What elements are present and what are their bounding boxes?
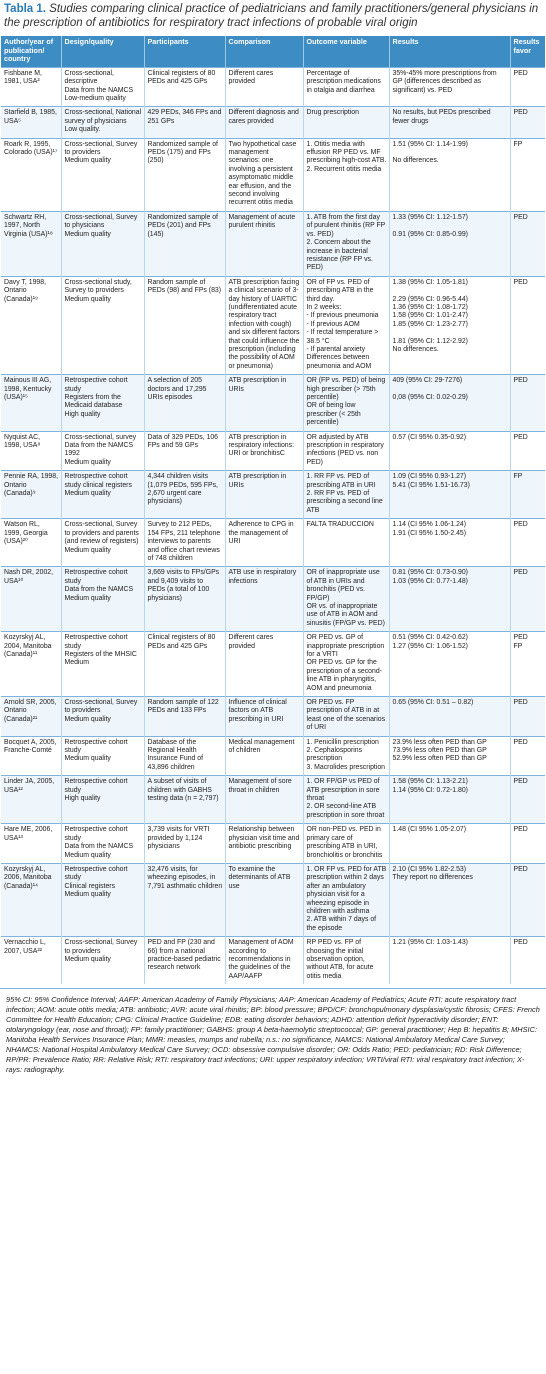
table-cell: Management of acute purulent rhinitis [225,211,303,276]
table-cell: RP PED vs. FP of choosing the initial observation option, without ATB, for acute otitis media [303,937,389,985]
table-cell: PED [510,824,545,864]
table-cell: 1. Otitis media with effusion RP PED vs. MF prescribing high-cost ATB. 2. Recurrent otitis media [303,138,389,211]
table-cell: 1.38 (95% CI: 1.05-1.81) 2.29 (95% CI: 0.96-5.44) 1.36 (95% CI: 1.08-1.72) 1.58 (95% CI: 1.01-2.47) 1.85 (95% CI: 1.23-2.77) 1.81 (95% CI: 1.12-2.92) No differences. [389,276,510,374]
table-cell: Different cares provided [225,632,303,697]
table-cell: 1. RR FP vs. PED of prescribing ATB in URI 2. RR FP vs. PED of prescribing a second line ATB [303,471,389,519]
table-cell: 35%-45% more prescriptions from GP (differences described as significant) vs. PED [389,67,510,107]
table-cell: 409 (95% CI: 29-7276) 0,08 (95% CI: 0.02-0.29) [389,375,510,431]
table-cell: Davy T, 1998, Ontario (Canada)¹⁹ [1,276,61,374]
table-cell: 1. OR FP/GP vs PED of ATB prescription in sore throat 2. OR second-line ATB prescription in sore throat [303,776,389,824]
table-row [1,632,545,697]
table-cell: Relationship between physician visit time and antibiotic prescribing [225,824,303,864]
table-cell: Management of sore throat in children [225,776,303,824]
table-row [1,519,545,567]
table-cell: Randomized sample of PEDs (201) and FPs (145) [144,211,225,276]
table-cell: Retrospective cohort study Clinical registers Medium quality [61,863,144,936]
table-cell: PED [510,107,545,138]
table-cell: Drug prescription [303,107,389,138]
table-cell: 0.65 (95% CI: 0.51 – 0.82) [389,697,510,737]
table-cell: PED [510,67,545,107]
table-cell: Retrospective cohort study clinical registers Medium quality [61,471,144,519]
table-cell: PED [510,519,545,567]
table-cell: Fishbane M, 1981, USA² [1,67,61,107]
table-cell: PED [510,567,545,632]
table-cell: FP [510,138,545,211]
table-cell: 0.57 (CI 95% 0.35-0.92) [389,431,510,471]
table-cell: Cross-sectional, descriptive Data from the NAMCS Low-medium quality [61,67,144,107]
table-cell: Cross-sectional, Survey to providers Medium quality [61,937,144,985]
table-cell: 1.51 (95% CI: 1.14-1.99) No differences. [389,138,510,211]
column-header: Results favor [510,36,545,67]
table-cell: Influence of clinical factors on ATB prescribing in URI [225,697,303,737]
table-cell: Nyquist AC, 1998, USA⁸ [1,431,61,471]
column-header: Participants [144,36,225,67]
column-header: Results [389,36,510,67]
table-cell: Survey to 212 PEDs, 154 FPs, 211 telephone interviews to parents and office chart reviews of 748 children [144,519,225,567]
table-cell: 1. OR FP vs. PED for ATB prescription within 2 days after an ambulatory physician visit for a wheezing episode in children with asthma 2. ATB within 7 days of the episode [303,863,389,936]
table-cell: PED [510,431,545,471]
table-cell: To examine the determinants of ATB use [225,863,303,936]
table-cell: Database of the Regional Health Insurance Fund of 43,896 children [144,736,225,776]
table-cell: Arnold SR, 2005, Ontario (Canada)²¹ [1,697,61,737]
studies-table [1,36,545,984]
column-header: Outcome variable [303,36,389,67]
table-row [1,567,545,632]
table-cell: Different diagnosis and cares provided [225,107,303,138]
table-cell: Retrospective cohort study Registers of the MHSIC Medium [61,632,144,697]
table-cell: Randomized sample of PEDs (175) and FPs (250) [144,138,225,211]
table-cell: 4,344 children visits (1,079 PEDs, 595 FPs, 2,670 urgent care physicians) [144,471,225,519]
table-cell: Management of AOM according to recommendations in the guidelines of the AAP/AAFP [225,937,303,985]
table-row [1,375,545,431]
table-cell: Random sample of 122 PEDs and 133 FPs [144,697,225,737]
table-cell: 0.81 (95% CI: 0.73-0.90) 1.03 (95% CI: 0.77-1.48) [389,567,510,632]
table-cell: Retrospective cohort study Data from the NAMCS Medium quality [61,824,144,864]
column-header: Author/year of publication/ country [1,36,61,67]
table-cell: PED and FP (230 and 66) from a national practice-based pediatric research network [144,937,225,985]
table-cell: Cross-sectional, Survey to providers and parents (and review of registers) Medium quality [61,519,144,567]
table-cell: Pennie RA, 1998, Ontario (Canada)⁹ [1,471,61,519]
table-cell: Nash DR, 2002, USA¹⁰ [1,567,61,632]
table-cell: Bocquet A, 2005, Franche-Comté [1,736,61,776]
table-cell: 3,739 visits for VRTI provided by 1,124 physicians [144,824,225,864]
table-cell: Vernacchio L, 2007, USA²² [1,937,61,985]
table-cell: Schwartz RH, 1997, North Virginia (USA)¹⁸ [1,211,61,276]
table-row [1,67,545,107]
table-cell: Cross-sectional, Survey to providers Medium quality [61,697,144,737]
table-cell: 23.9% less often PED than GP 73.9% less often PED than GP 52.9% less often PED than GP [389,736,510,776]
table-row [1,431,545,471]
table-cell: 1.14 (CI 95% 1.06-1.24) 1.91 (CI 95% 1.50-2.45) [389,519,510,567]
table-cell: 1. Penicillin prescription 2. Cephalosporins prescription 3. Macrolides prescription [303,736,389,776]
table-cell: PED [510,863,545,936]
table-cell: 1.33 (95% CI: 1.12-1.57) 0.91 (95% CI: 0.85-0.99) [389,211,510,276]
table-row [1,276,545,374]
table-cell: PED [510,736,545,776]
table-cell: A selection of 205 doctors and 17,295 URIs episodes [144,375,225,431]
table-cell: OR of inappropriate use of ATB in URIs and bronchitis (PED vs. FP/GP) OR vs. of inappropriate use of ATB in AOM and sinusitis (FP/GP vs. PED) [303,567,389,632]
column-header: Comparison [225,36,303,67]
table-cell: Kozyrskyj AL, 2006, Manitoba (Canada)¹⁴ [1,863,61,936]
table-cell: 32,476 visits, for wheezing episodes, in 7,791 asthmatic children [144,863,225,936]
table-body [1,67,545,984]
table-cell: 1. ATB from the first day of purulent rhinitis (RP FP vs. PED) 2. Concern about the increase in bacterial resistance (RP FP vs. PED) [303,211,389,276]
table-cell: FALTA TRADUCCION [303,519,389,567]
table-title: Studies comparing clinical practice of pediatricians and family practitioners/general physicians in the prescription of antibiotics for respiratory tract infections of probable viral origin [4,3,539,29]
table-cell: Cross-sectional, Survey to providers Medium quality [61,138,144,211]
table-cell: PED FP [510,632,545,697]
table-cell: ATB prescription facing a clinical scenario of 3-day history of UARTIC (undifferentiated acute respiratory tract infection with cough) and six different factors that could influence the prescription (including the possibility of AOM or pneumonia) [225,276,303,374]
table-cell: 429 PEDs, 346 FPs and 251 GPs [144,107,225,138]
table-row [1,776,545,824]
table-cell: FP [510,471,545,519]
table-row [1,211,545,276]
table-cell: OR PED vs. GP of inappropriate prescription for a VRTI OR PED vs. GP for the prescription of a second-line ATB in pharyngitis, AOM and pneumonia [303,632,389,697]
table-row [1,107,545,138]
table-cell: PED [510,375,545,431]
table-cell: Retrospective cohort study High quality [61,776,144,824]
table-cell: Cross-sectional, survey Data from the NAMCS 1992 Medium quality [61,431,144,471]
table-row [1,471,545,519]
table-cell: Medical management of children [225,736,303,776]
table-row [1,937,545,985]
table-cell: OR (FP vs. PED) of being high prescriber (> 75th percentile) OR of being low prescriber (< 25th percentile) [303,375,389,431]
table-cell: 1.21 (95% CI: 1.03-1.43) [389,937,510,985]
table-row [1,863,545,936]
table-label: Tabla 1. [4,3,46,15]
table-cell: Data of 329 PEDs, 106 FPs and 59 GPs [144,431,225,471]
table-cell: Cross-sectional study, Survey to providers Medium quality [61,276,144,374]
table-cell: Starfield B, 1985, USA⁵ [1,107,61,138]
table-cell: PED [510,776,545,824]
table-footnote: 95% CI: 95% Confidence Interval; AAFP: American Academy of Family Physicians; AAP: American Academy of Pediatrics; Acute RTI: acute respiratory tract infection; AOM: acute otitis media; ATB: antibiotic; AVR: acute viral rhinitis; BP: blood pressure; BPD/CF: bronchopulmonary dysplasia/cystic fibrosis; CFES: French Committee for Health Education; CPG: Clinical Practice Guideline; EDB: eating disorder behaviors; ADHD: attention deficit hyperactivity disorder; ENT: otolaryngology (ear, nose and throat); FP: family practitioner; GABHS: group A beta-haemolytic streptococcal; GP: general practitioner; Hep B: hepatitis B; MHSIC: Manitoba Health Services Insurance Plan; MMR: measles, mumps and rubella; n.s.: no significance, NAMCS: National Ambulatory Medical Care Survey; NHAMCS: National Hospital Ambulatory Medical Care Survey; OCD: obsessive compulsive disorder; OR: Odds Ratio; PED: pediatrician; RD: Risk Difference; RP/PR: Prevalence Ratio; RR: Relative Risk; RTI: respiratory tract infections; URI: upper respiratory infection; VRTI/viral RTI: viral respiratory tract infection; X-rays: radiography. [0,988,546,1075]
table-row [1,138,545,211]
table-cell: 0.51 (95% CI: 0.42-0.62) 1.27 (95% CI: 1.06-1.52) [389,632,510,697]
table-cell: A subset of visits of children with GABHS testing data (n = 2,797) [144,776,225,824]
table-cell: Cross-sectional, Survey to physicians Medium quality [61,211,144,276]
table-cell: Mainous III AG, 1998, Kentucky (USA)¹⁵ [1,375,61,431]
table-cell: Retrospective cohort study Medium quality [61,736,144,776]
table-row [1,736,545,776]
table-cell: Hare ME, 2006, USA¹³ [1,824,61,864]
table-cell: ATB prescription in URIs [225,471,303,519]
table-cell: Clinical registers of 80 PEDs and 425 GPs [144,67,225,107]
table-cell: OR adjusted by ATB prescription in respiratory infections (PED vs. non PED) [303,431,389,471]
table-cell: Different cares provided [225,67,303,107]
table-cell: 1.48 (CI 95% 1.05-2.07) [389,824,510,864]
table-cell: PED [510,211,545,276]
table-cell: Random sample of PEDs (98) and FPs (83) [144,276,225,374]
table-cell: Clinical registers of 80 PEDs and 425 GPs [144,632,225,697]
table-row [1,824,545,864]
table-cell: OR PED vs. FP prescription of ATB in at least one of the scenarios of URI [303,697,389,737]
table-cell: PED [510,937,545,985]
table-cell: Percentage of prescription medications in otalgia and diarrhea [303,67,389,107]
table-cell: Kozyrskyj AL, 2004, Manitoba (Canada)¹¹ [1,632,61,697]
table-cell: No results, but PEDs prescribed fewer drugs [389,107,510,138]
column-header: Design/quality [61,36,144,67]
table-cell: PED [510,697,545,737]
table-cell: 3,669 visits to FPs/GPs and 9,409 visits to PEDs (a total of 100 physicians) [144,567,225,632]
table-cell: Cross-sectional, National survey of physicians Low quality. [61,107,144,138]
table-cell: 1.09 (CI 95% 0.93-1.27) 5.41 (CI 95% 1.51-16.73) [389,471,510,519]
table-cell: ATB use in respiratory infections [225,567,303,632]
table-cell: PED [510,276,545,374]
table-cell: OR of FP vs. PED of prescribing ATB in the third day. In 2 weeks: - If previous pneumonia - If previous AOM - If rectal temperature > 38.5 °C - If parental anxiety Differences between pneumonia and AOM [303,276,389,374]
table-cell: 2.10 (CI 95% 1.82-2.53) They report no differences [389,863,510,936]
table-cell: 1.58 (95% CI: 1.13-2.21) 1.14 (95% CI: 0.72-1.80) [389,776,510,824]
table-cell: Retrospective cohort study Data from the NAMCS Medium quality [61,567,144,632]
table-row [1,697,545,737]
table-cell: OR non-PED vs. PED in primary care of prescribing ATB in URI, bronchiolitis or bronchitis [303,824,389,864]
table-header-row [1,36,545,67]
table-cell: Watson RL, 1999, Georgia (USA)²⁰ [1,519,61,567]
table-caption [0,0,546,36]
table-cell: ATB prescription in URIs [225,375,303,431]
table-cell: Two hypothetical case management scenarios: one involving a persistent asymptomatic middle ear effusion, and the second involving recurrent otitis media [225,138,303,211]
table-cell: Retrospective cohort study Registers from the Medicaid database High quality [61,375,144,431]
table-cell: ATB prescription in respiratory infections: URI or bronchitisC [225,431,303,471]
table-cell: Linder JA, 2005, USA¹² [1,776,61,824]
table-cell: Adherence to CPG in the management of URI [225,519,303,567]
table-cell: Roark R, 1995, Colorado (USA)¹⁷ [1,138,61,211]
